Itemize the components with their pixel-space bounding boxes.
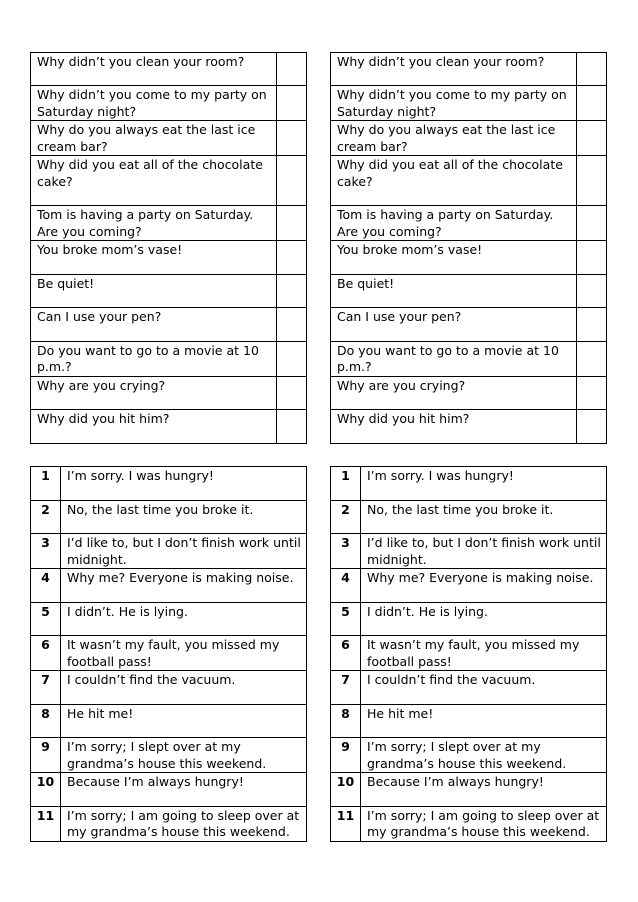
- question-text: Be quiet!: [331, 274, 577, 307]
- answer-text: I’m sorry. I was hungry!: [361, 467, 607, 501]
- answer-number: 3: [31, 534, 61, 569]
- answer-box[interactable]: [577, 156, 607, 206]
- answer-row: [31, 636, 307, 671]
- question-text: Why didn’t you come to my party on Saturday night?: [31, 86, 277, 121]
- answer-text: Because I’m always hungry!: [61, 773, 307, 807]
- question-row: [31, 241, 307, 274]
- answer-row: [331, 738, 607, 773]
- answer-text: I didn’t. He is lying.: [61, 602, 307, 636]
- question-text: You broke mom’s vase!: [31, 241, 277, 274]
- answers-table-right: [330, 466, 607, 842]
- answer-number: 4: [31, 569, 61, 603]
- answer-text: No, the last time you broke it.: [361, 500, 607, 534]
- question-row: [31, 376, 307, 409]
- question-text: Why didn’t you come to my party on Saturday night?: [331, 86, 577, 121]
- question-row: [331, 206, 607, 241]
- question-text: Why did you hit him?: [31, 409, 277, 443]
- question-row: [331, 53, 607, 86]
- question-row: [331, 308, 607, 341]
- answer-number: 9: [31, 738, 61, 773]
- question-row: [31, 274, 307, 307]
- answer-number: 5: [31, 602, 61, 636]
- answer-box[interactable]: [277, 121, 307, 156]
- answer-number: 3: [331, 534, 361, 569]
- question-text: Why do you always eat the last ice cream bar?: [331, 121, 577, 156]
- question-row: [31, 341, 307, 376]
- answer-box[interactable]: [277, 241, 307, 274]
- answer-row: [331, 636, 607, 671]
- questions-table-right: [330, 52, 607, 444]
- answer-text: It wasn’t my fault, you missed my football pass!: [61, 636, 307, 671]
- question-row: [31, 206, 307, 241]
- answer-number: 8: [331, 704, 361, 738]
- question-row: [31, 156, 307, 206]
- answer-row: [31, 534, 307, 569]
- answer-box[interactable]: [577, 376, 607, 409]
- answer-row: [31, 806, 307, 841]
- answer-text: I’d like to, but I don’t finish work until midnight.: [61, 534, 307, 569]
- answer-row: [31, 704, 307, 738]
- answer-number: 6: [31, 636, 61, 671]
- answer-box[interactable]: [577, 274, 607, 307]
- answer-text: I couldn’t find the vacuum.: [61, 671, 307, 705]
- answer-number: 10: [331, 773, 361, 807]
- question-text: Why are you crying?: [331, 376, 577, 409]
- answer-text: No, the last time you broke it.: [61, 500, 307, 534]
- answer-number: 6: [331, 636, 361, 671]
- answer-row: [331, 534, 607, 569]
- answer-row: [31, 738, 307, 773]
- question-text: Can I use your pen?: [31, 308, 277, 341]
- answer-number: 11: [31, 806, 61, 841]
- answer-box[interactable]: [277, 308, 307, 341]
- question-text: Be quiet!: [31, 274, 277, 307]
- question-row: [31, 409, 307, 443]
- answer-number: 7: [331, 671, 361, 705]
- question-row: [331, 241, 607, 274]
- answer-text: Because I’m always hungry!: [361, 773, 607, 807]
- answer-box[interactable]: [577, 409, 607, 443]
- question-text: Why are you crying?: [31, 376, 277, 409]
- answer-row: [31, 773, 307, 807]
- answer-box[interactable]: [277, 274, 307, 307]
- answer-box[interactable]: [577, 86, 607, 121]
- answer-box[interactable]: [577, 121, 607, 156]
- question-text: Do you want to go to a movie at 10 p.m.?: [31, 341, 277, 376]
- answers-table-left: [30, 466, 307, 842]
- question-text: Tom is having a party on Saturday. Are you coming?: [31, 206, 277, 241]
- answer-number: 11: [331, 806, 361, 841]
- answer-text: It wasn’t my fault, you missed my football pass!: [361, 636, 607, 671]
- answer-number: 1: [31, 467, 61, 501]
- answer-row: [331, 602, 607, 636]
- question-text: Can I use your pen?: [331, 308, 577, 341]
- answer-text: He hit me!: [361, 704, 607, 738]
- answer-text: Why me? Everyone is making noise.: [361, 569, 607, 603]
- answer-row: [331, 569, 607, 603]
- answer-text: I couldn’t find the vacuum.: [361, 671, 607, 705]
- question-row: [331, 156, 607, 206]
- answer-box[interactable]: [277, 206, 307, 241]
- answer-number: 2: [31, 500, 61, 534]
- answer-row: [331, 806, 607, 841]
- answer-text: I’m sorry; I am going to sleep over at my grandma’s house this weekend.: [361, 806, 607, 841]
- answer-box[interactable]: [277, 156, 307, 206]
- question-row: [331, 274, 607, 307]
- question-row: [31, 86, 307, 121]
- answer-box[interactable]: [277, 53, 307, 86]
- question-row: [31, 53, 307, 86]
- answer-row: [331, 500, 607, 534]
- questions-table-left: [30, 52, 307, 444]
- answer-box[interactable]: [277, 409, 307, 443]
- answer-row: [331, 773, 607, 807]
- question-row: [331, 409, 607, 443]
- answer-text: I’m sorry; I slept over at my grandma’s house this weekend.: [361, 738, 607, 773]
- answer-number: 2: [331, 500, 361, 534]
- question-text: Why didn’t you clean your room?: [31, 53, 277, 86]
- question-text: Why didn’t you clean your room?: [331, 53, 577, 86]
- answer-box[interactable]: [577, 206, 607, 241]
- answer-box[interactable]: [277, 376, 307, 409]
- question-text: Why did you eat all of the chocolate cake?: [31, 156, 277, 206]
- answer-box[interactable]: [577, 341, 607, 376]
- answer-text: Why me? Everyone is making noise.: [61, 569, 307, 603]
- answer-number: 7: [31, 671, 61, 705]
- answer-text: He hit me!: [61, 704, 307, 738]
- answer-row: [31, 467, 307, 501]
- answer-row: [331, 671, 607, 705]
- answer-number: 10: [31, 773, 61, 807]
- answer-row: [331, 467, 607, 501]
- answer-box[interactable]: [577, 241, 607, 274]
- question-row: [331, 86, 607, 121]
- answer-row: [31, 671, 307, 705]
- answer-box[interactable]: [577, 308, 607, 341]
- answer-number: 1: [331, 467, 361, 501]
- answer-number: 9: [331, 738, 361, 773]
- answer-box[interactable]: [577, 53, 607, 86]
- question-text: Why do you always eat the last ice cream bar?: [31, 121, 277, 156]
- question-row: [331, 376, 607, 409]
- answer-row: [31, 500, 307, 534]
- answer-number: 8: [31, 704, 61, 738]
- question-row: [31, 308, 307, 341]
- answer-row: [31, 602, 307, 636]
- answer-row: [331, 704, 607, 738]
- answer-text: I’m sorry; I am going to sleep over at my grandma’s house this weekend.: [61, 806, 307, 841]
- answer-box[interactable]: [277, 341, 307, 376]
- question-row: [331, 121, 607, 156]
- answer-number: 4: [331, 569, 361, 603]
- question-row: [31, 121, 307, 156]
- answer-text: I’m sorry. I was hungry!: [61, 467, 307, 501]
- question-text: Do you want to go to a movie at 10 p.m.?: [331, 341, 577, 376]
- answer-text: I’d like to, but I don’t finish work until midnight.: [361, 534, 607, 569]
- question-text: Tom is having a party on Saturday. Are you coming?: [331, 206, 577, 241]
- answer-number: 5: [331, 602, 361, 636]
- answer-text: I didn’t. He is lying.: [361, 602, 607, 636]
- question-text: Why did you eat all of the chocolate cake?: [331, 156, 577, 206]
- answer-row: [31, 569, 307, 603]
- answer-box[interactable]: [277, 86, 307, 121]
- question-text: Why did you hit him?: [331, 409, 577, 443]
- question-text: You broke mom’s vase!: [331, 241, 577, 274]
- answer-text: I’m sorry; I slept over at my grandma’s house this weekend.: [61, 738, 307, 773]
- question-row: [331, 341, 607, 376]
